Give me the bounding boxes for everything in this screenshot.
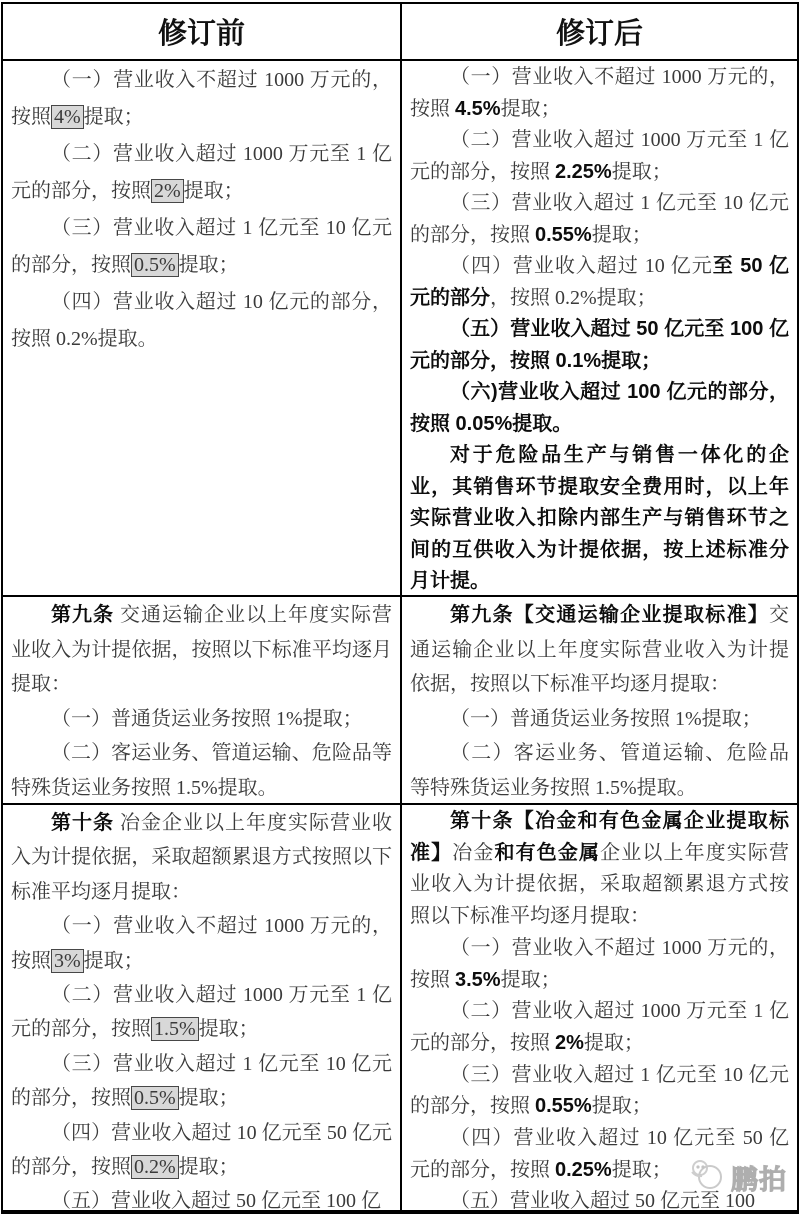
paragraph xyxy=(11,210,392,284)
cell-row3-before xyxy=(3,803,400,1210)
highlighted-value: 0.2% xyxy=(131,1155,179,1179)
text-run: 提取； xyxy=(178,254,239,276)
paragraph xyxy=(11,1047,392,1116)
revised-text: 0.55% xyxy=(535,1095,592,1118)
text-run: （四）营业收入超过 10 亿元至 50 亿元的部分，按照 xyxy=(410,1127,789,1181)
cell-row2-before xyxy=(3,595,400,803)
text-run: 提取； xyxy=(500,968,561,991)
highlighted-value: 0.5% xyxy=(131,253,179,277)
highlighted-value: 4% xyxy=(51,105,84,129)
paragraph xyxy=(410,62,789,125)
paragraph xyxy=(11,284,392,358)
paragraph xyxy=(11,909,392,978)
text-run: （四）营业收入超过 10 亿元的部分，按照 0.2%提取。 xyxy=(11,291,392,350)
paragraph xyxy=(410,806,789,933)
revised-text: 第九条【交通运输企业提取标准】 xyxy=(450,604,769,626)
text-run: 提取； xyxy=(500,97,561,120)
text-run: 交通运输企业以上年度实际营业收入为计提依据，按照以下标准平均逐月提取： xyxy=(410,604,789,695)
text-run: ，按照 0.2%提取； xyxy=(490,286,657,309)
text-run: 提取； xyxy=(591,1095,652,1118)
text-run: （一）营业收入不超过 1000 万元的，按照 xyxy=(410,66,789,120)
highlighted-value: 3% xyxy=(51,949,84,973)
highlighted-value: 0.5% xyxy=(131,1086,179,1110)
text-run: （三）营业收入超过 1 亿元至 10 亿元的部分，按照 xyxy=(11,1052,392,1110)
paragraph xyxy=(410,996,789,1059)
paragraph xyxy=(11,598,392,702)
revised-text: 第十条【冶金和有色金属企业提取标准】 xyxy=(410,810,789,864)
text-run: （二）营业收入超过 1000 万元至 1 亿元的部分，按照 xyxy=(410,1000,789,1054)
text-run: （二）客运业务、管道运输、危险品等特殊货运业务按照 1.5%提取。 xyxy=(410,742,789,799)
paragraph xyxy=(410,251,789,314)
text-run: 提取； xyxy=(611,160,672,183)
paragraph xyxy=(11,1116,392,1185)
text-run: 提取； xyxy=(611,1158,672,1181)
revised-text: 2% xyxy=(555,1031,584,1054)
text-run: （二）客运业务、管道运输、危险品等特殊货运业务按照 1.5%提取。 xyxy=(11,742,392,799)
text-run: （二）营业收入超过 1000 万元至 1 亿元的部分，按照 xyxy=(410,129,789,183)
paragraph xyxy=(410,1123,789,1186)
paragraph xyxy=(11,806,392,909)
revised-text: （六)营业收入超过 100 亿元的部分，按照 0.05%提取。 xyxy=(410,381,789,435)
paragraph xyxy=(11,136,392,210)
paragraph xyxy=(410,377,789,440)
paragraph xyxy=(410,1186,789,1210)
column-header-after-label: 修订后 xyxy=(555,18,643,50)
text-run: 提取； xyxy=(583,1031,644,1054)
revised-text: 第十条 xyxy=(51,812,114,834)
text-run: 提取； xyxy=(183,180,244,202)
paragraph xyxy=(11,62,392,136)
text-run: （四）营业收入超过 10 亿元至 50 亿元的部分，按照 xyxy=(11,1121,392,1179)
text-run: （一）普通货运业务按照 1%提取； xyxy=(51,707,363,730)
text-run: （五）营业收入超过 50 亿元至 100 xyxy=(450,1190,755,1210)
revised-text: 和有色金属 xyxy=(494,841,601,864)
text-run: （三）营业收入超过 1 亿元至 10 亿元的部分，按照 xyxy=(11,217,392,276)
paragraph xyxy=(11,736,392,803)
cell-row2-after xyxy=(400,595,797,803)
paragraph xyxy=(410,440,789,595)
text-run: 冶金 xyxy=(452,841,495,864)
revision-comparison-table xyxy=(1,2,799,1214)
text-run: 提取； xyxy=(83,949,144,972)
text-run: （三）营业收入超过 1 亿元至 10 亿元的部分，按照 xyxy=(410,1063,789,1118)
paragraph xyxy=(410,125,789,188)
text-run: 交通运输企业以上年度实际营业收入为计提依据，按照以下标准平均逐月提取： xyxy=(11,604,392,695)
revised-text: 3.5% xyxy=(455,968,501,991)
revised-text: 0.25% xyxy=(555,1158,612,1181)
paragraph xyxy=(11,702,392,737)
text-run: 提取； xyxy=(178,1156,239,1179)
paragraph xyxy=(410,188,789,251)
revised-text: 4.5% xyxy=(455,97,501,120)
text-run: （四）营业收入超过 10 亿元 xyxy=(450,255,713,277)
text-run: （一）营业收入不超过 1000 万元的，按照 xyxy=(11,69,392,128)
paragraph xyxy=(410,933,789,996)
revised-text: 第九条 xyxy=(51,604,114,626)
text-run: （二）营业收入超过 1000 万元至 1 亿元的部分，按照 xyxy=(11,143,392,202)
paragraph xyxy=(410,314,789,377)
revised-text: 2.25% xyxy=(555,160,612,183)
revised-text: （五）营业收入超过 50 亿元至 100 亿元的部分，按照 0.1%提取； xyxy=(410,318,789,372)
revised-text: 0.55% xyxy=(535,223,592,246)
revised-text: 对于危险品生产与销售一体化的企业，其销售环节提取安全费用时，以上年实际营业收入扣除内部生产与销售环节之间的互供收入为计提依据，按上述标准分月计提。 xyxy=(410,444,789,592)
highlighted-value: 2% xyxy=(151,179,184,203)
text-run: （五）营业收入超过 50 亿元至 100 亿 xyxy=(51,1190,381,1210)
column-header-before-label: 修订前 xyxy=(157,18,245,50)
revised-text: 至 50 亿元的部分 xyxy=(410,255,790,309)
paragraph xyxy=(410,702,789,737)
highlighted-value: 1.5% xyxy=(151,1017,199,1041)
paragraph xyxy=(410,1060,789,1123)
text-run: 提取； xyxy=(591,223,652,246)
text-run: 企业以上年度实际营业收入为计提依据，采取超额累退方式按照以下标准平均逐月提取： xyxy=(410,841,790,928)
watermark-label: 鹏拍 xyxy=(731,1165,787,1195)
paragraph xyxy=(11,978,392,1047)
column-header-before xyxy=(3,4,400,59)
text-run: （一）营业收入不超过 1000 万元的，按照 xyxy=(410,936,789,991)
text-run: （二）营业收入超过 1000 万元至 1 亿元的部分，按照 xyxy=(11,984,392,1041)
paragraph xyxy=(11,1184,392,1210)
cell-row3-after xyxy=(400,803,797,1210)
cell-row1-after xyxy=(400,59,797,595)
paragraph xyxy=(410,736,789,803)
text-run: 冶金企业以上年度实际营业收入为计提依据，采取超额累退方式按照以下标准平均逐月提取： xyxy=(11,812,392,903)
paragraph xyxy=(410,598,789,702)
text-run: （一）普通货运业务按照 1%提取； xyxy=(450,707,762,730)
text-run: （一）营业收入不超过 1000 万元的，按照 xyxy=(11,915,392,972)
text-run: 提取； xyxy=(178,1087,239,1110)
text-run: （三）营业收入超过 1 亿元至 10 亿元的部分，按照 xyxy=(410,192,789,246)
column-header-after xyxy=(400,4,797,59)
text-run: 提取； xyxy=(83,106,144,128)
text-run: 提取； xyxy=(198,1018,259,1041)
cell-row1-before xyxy=(3,59,400,595)
